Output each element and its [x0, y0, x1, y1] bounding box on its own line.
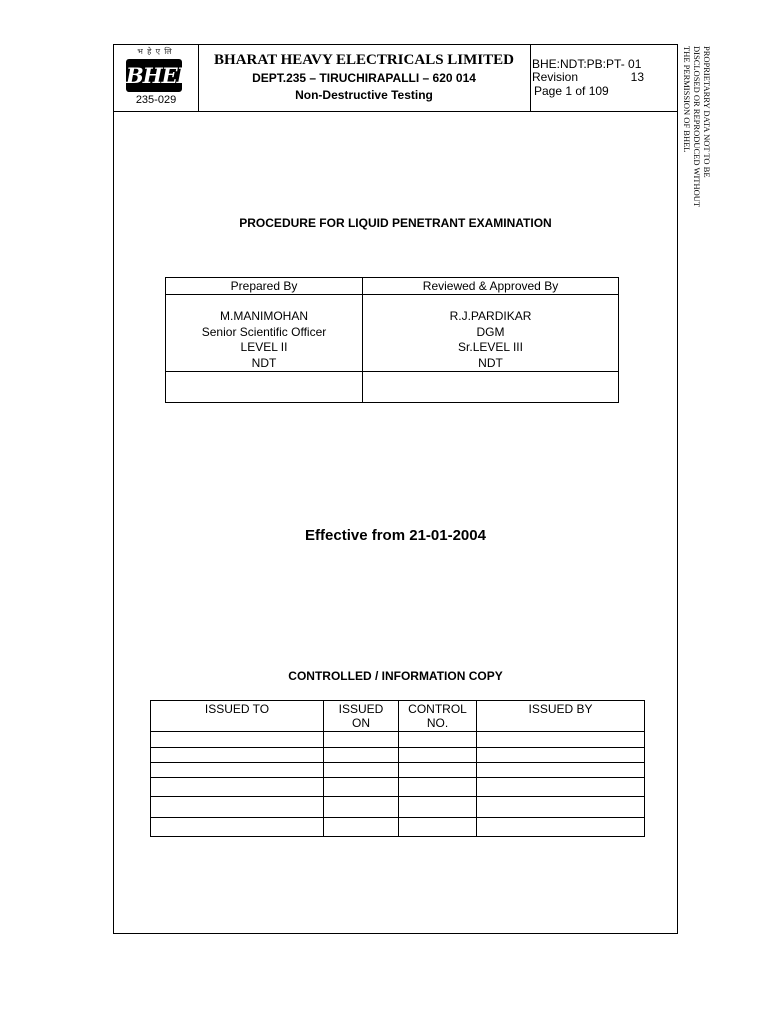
notice-line-3: THE PERMISSION OF BHEL — [682, 46, 692, 153]
approval-table — [165, 277, 619, 403]
prepared-signature-cell — [166, 372, 363, 403]
reviewed-signature-cell — [363, 372, 619, 403]
prepared-by-cell — [166, 295, 363, 372]
prepared-name: M.MANIMOHAN — [220, 309, 308, 323]
issued-to-header: ISSUED TO — [151, 701, 324, 732]
table-row — [151, 748, 645, 763]
reviewed-name: R.J.PARDIKAR — [449, 309, 532, 323]
logo-cell — [114, 45, 199, 111]
control-no-line-2: NO. — [426, 716, 449, 730]
issued-on-header — [324, 701, 399, 732]
document-header — [114, 45, 677, 112]
reviewed-by-cell — [363, 295, 619, 372]
reviewed-level: Sr.LEVEL III — [458, 340, 523, 354]
control-no-line-1: CONTROL — [408, 702, 467, 716]
effective-date: Effective from 21-01-2004 — [305, 527, 486, 544]
prepared-level: LEVEL II — [240, 340, 288, 354]
prepared-by-header: Prepared By — [166, 278, 363, 295]
prepared-dept: NDT — [251, 355, 277, 370]
table-row — [151, 797, 645, 818]
issued-by-header: ISSUED BY — [477, 701, 645, 732]
department: DEPT.235 – TIRUCHIRAPALLI – 620 014 — [252, 71, 476, 85]
notice-line-2: DISCLOSED OR REPRODUCED WITHOUT — [692, 46, 702, 208]
reviewed-designation: DGM — [476, 324, 505, 339]
page-number: Page 1 of 109 — [534, 84, 609, 98]
proprietary-notice — [682, 46, 712, 246]
reviewed-dept: NDT — [478, 355, 503, 370]
table-row — [151, 778, 645, 797]
document-reference: BHE:NDT:PB:PT- 01 — [532, 57, 642, 71]
procedure-title: PROCEDURE FOR LIQUID PENETRANT EXAMINATION — [239, 216, 552, 230]
reference-cell — [530, 45, 678, 111]
issue-table — [150, 700, 645, 837]
reviewed-by-header: Reviewed & Approved By — [363, 278, 619, 295]
table-row — [151, 818, 645, 837]
bhel-logo-icon — [126, 59, 191, 92]
issued-on-line-2: ON — [352, 716, 370, 730]
table-row — [151, 732, 645, 748]
prepared-designation: Senior Scientific Officer — [201, 324, 327, 339]
logo-code: 235-029 — [135, 94, 177, 106]
revision-value: 13 — [630, 70, 644, 84]
header-subtitle: Non-Destructive Testing — [295, 88, 433, 102]
notice-line-1: PROPRIETARRY DATA NOT TO BE — [702, 46, 712, 178]
table-row — [151, 763, 645, 778]
issued-on-line-1: ISSUED — [338, 702, 384, 716]
control-no-header — [399, 701, 477, 732]
logo-lettering: BHEL — [126, 63, 191, 88]
company-name: BHARAT HEAVY ELECTRICALS LIMITED — [214, 52, 514, 68]
copy-title: CONTROLLED / INFORMATION COPY — [288, 669, 503, 683]
title-cell — [198, 45, 531, 111]
revision-label: Revision — [532, 70, 579, 84]
logo-hindi-text: भ हे ए लि — [137, 47, 173, 56]
